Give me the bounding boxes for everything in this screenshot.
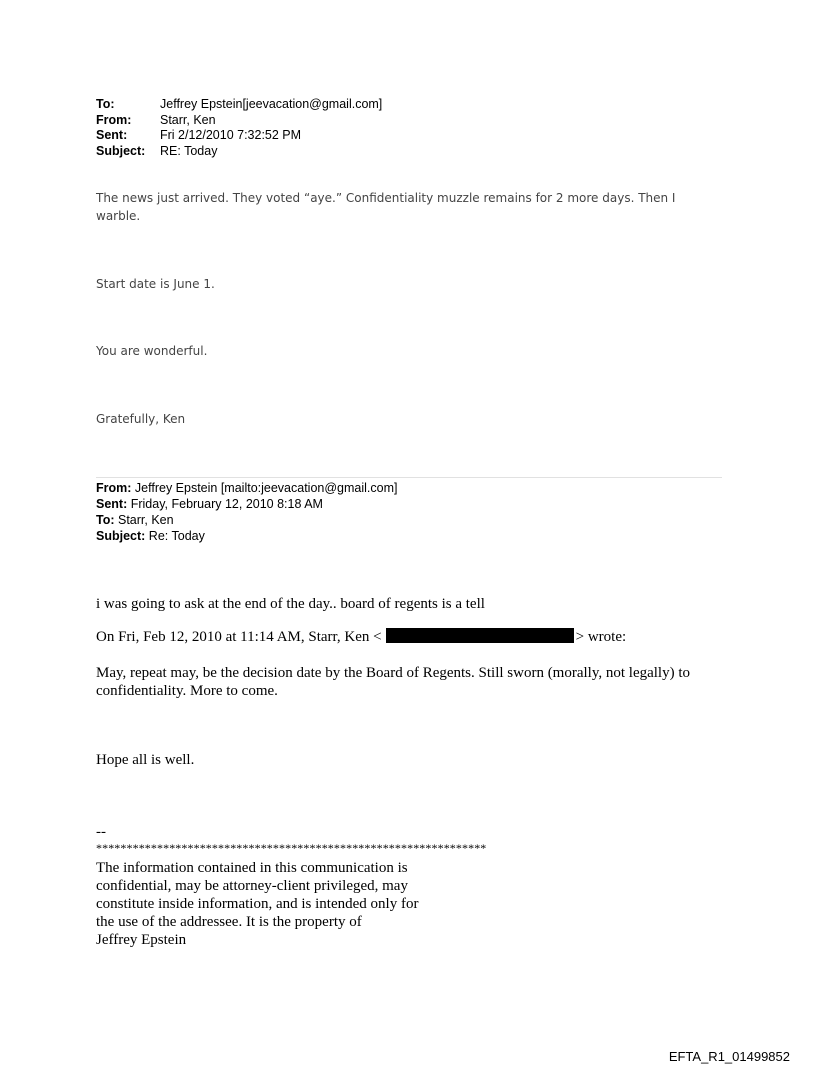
from-label: From: (96, 112, 132, 127)
quoted-paragraph-1: May, repeat may, be the decision date by the Board of Regents. Still sworn (morally, not legally) to confidentiality. More to come. (96, 665, 691, 699)
fwd-subject-row (96, 528, 397, 544)
header-subject-row (96, 144, 382, 160)
from-value: Starr, Ken (160, 112, 216, 127)
document-id: EFTA_R1_01499852 (668, 1049, 790, 1064)
to-label: To: (96, 97, 115, 111)
disclaimer-line-5: Jeffrey Epstein (96, 932, 187, 948)
subject-label: Subject: (96, 143, 146, 158)
to-value: Jeffrey Epstein[jeevacation@gmail.com] (160, 97, 383, 111)
fwd-to-value: Starr, Ken (118, 513, 174, 527)
header-from-row (96, 113, 382, 129)
sent-label: Sent: (96, 128, 128, 142)
fwd-sent-label: Sent: (96, 497, 128, 511)
subject-value: RE: Today (160, 143, 218, 158)
disclaimer-line-2: confidential, may be attorney-client privileged, may (96, 878, 408, 894)
fwd-from-value: Jeffrey Epstein [mailto:jeevacation@gmail.com] (134, 481, 398, 495)
fwd-to-row (96, 512, 397, 528)
fwd-from-row (96, 480, 397, 496)
disclaimer-line-3: constitute inside information, and is intended only for (96, 896, 419, 912)
attribution-after: > wrote: (575, 629, 627, 645)
disclaimer-line-4: the use of the addressee. It is the property of (96, 914, 362, 930)
divider (96, 477, 722, 478)
fwd-sent-value: Friday, February 12, 2010 8:18 AM (130, 497, 323, 511)
email-header (96, 97, 382, 159)
fwd-subject-label: Subject: (96, 529, 146, 543)
attribution-before: On Fri, Feb 12, 2010 at 11:14 AM, Starr, Ken < (96, 629, 382, 645)
disclaimer-line-1: The information contained in this communication is (96, 860, 408, 876)
fwd-sent-row (96, 496, 397, 512)
sent-value: Fri 2/12/2010 7:32:52 PM (160, 128, 302, 142)
forwarded-header (96, 480, 397, 544)
reply-paragraph-3: You are wonderful. (96, 344, 208, 358)
redaction-bar (386, 628, 574, 643)
quoted-paragraph-2: Hope all is well. (96, 752, 195, 768)
fwd-to-label: To: (96, 513, 115, 527)
fwd-from-label: From: (96, 481, 132, 495)
signature-stars: **************************************************************** (96, 841, 487, 855)
quoted-attribution (96, 628, 626, 646)
reply-signoff: Gratefully, Ken (96, 412, 186, 426)
reply-paragraph-1: The news just arrived. They voted “aye.” Confidentiality muzzle remains for 2 more days. Then I warble. (96, 191, 676, 223)
fwd-subject-value: Re: Today (148, 529, 205, 543)
header-to-row (96, 97, 382, 113)
quoted-line-1: i was going to ask at the end of the day.. board of regents is a tell (96, 596, 485, 612)
signature-dash: -- (96, 824, 106, 840)
reply-paragraph-2: Start date is June 1. (96, 277, 215, 291)
header-sent-row (96, 128, 382, 144)
